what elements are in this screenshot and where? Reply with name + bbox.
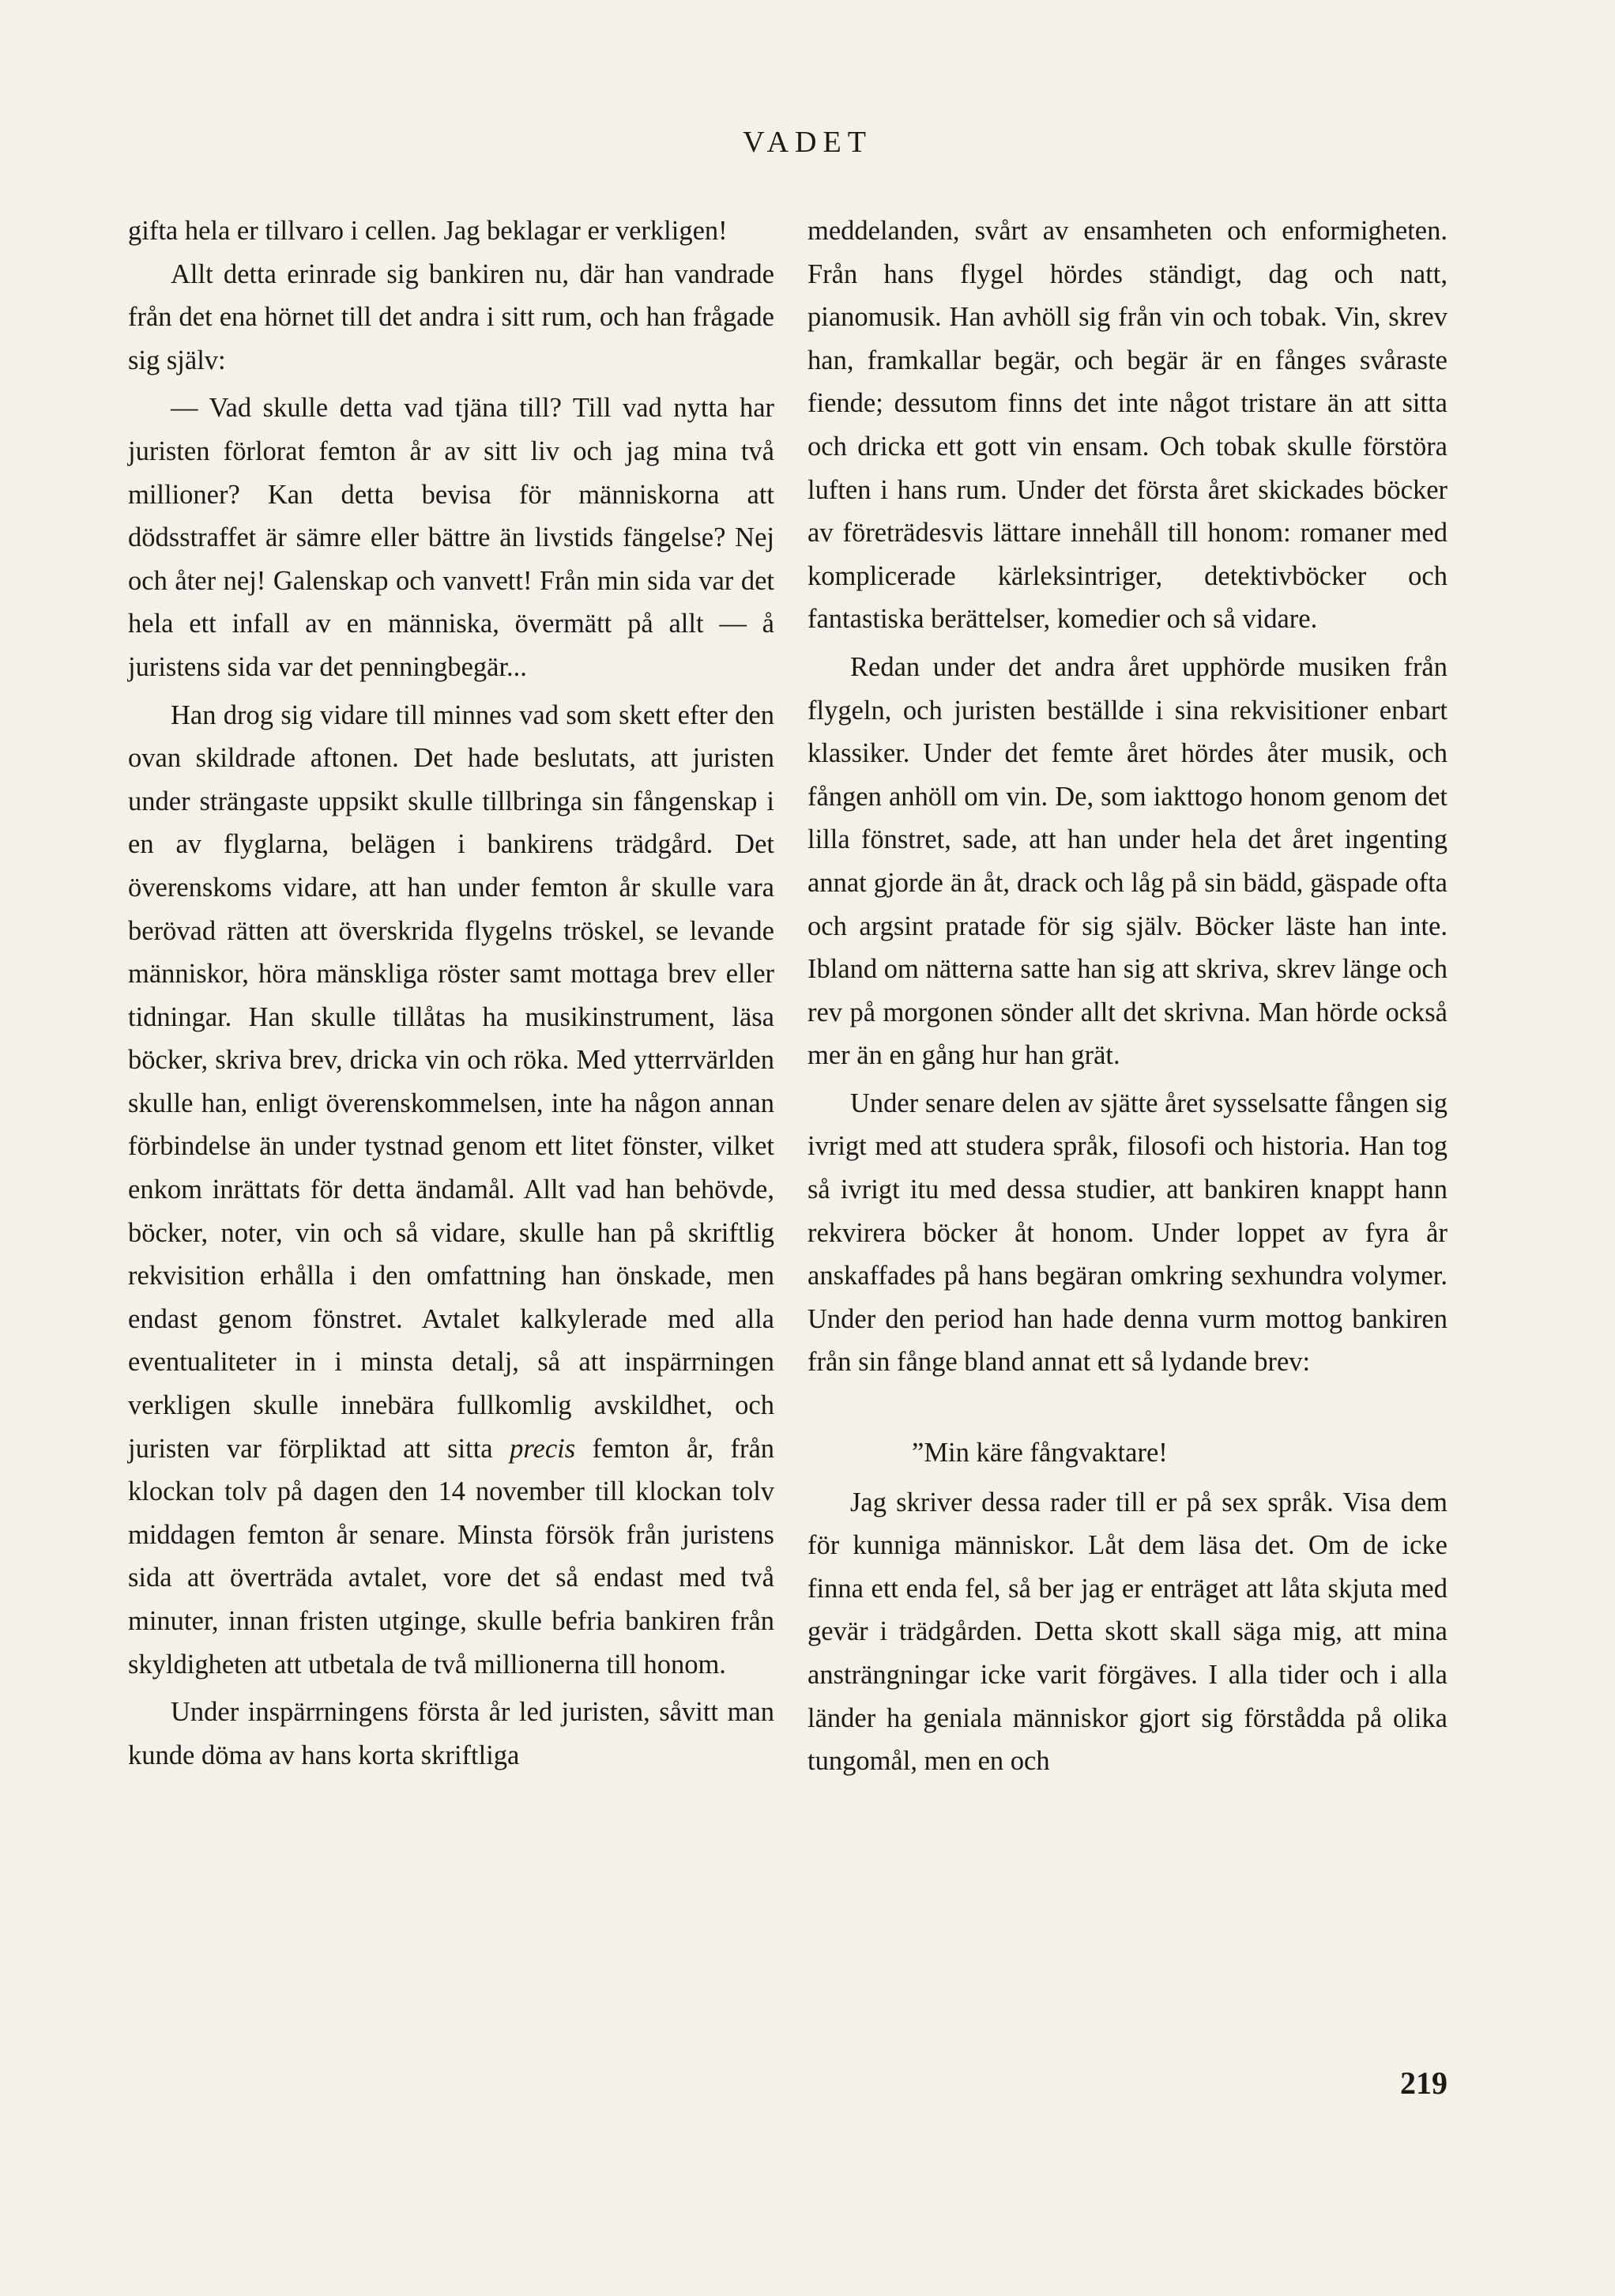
paragraph (128, 694, 774, 1687)
running-head-title: VADET (743, 126, 872, 159)
paragraph-text: femton år, från klockan tolv på dagen den 14 november till klockan tolv middagen femton år senare. Minsta försök från juristens sida att överträda avtalet, vore det så endast med två minuter, innan fristen utginge, skulle befria bankiren från skyldigheten att utbetala de två millionerna till honom. (128, 1433, 775, 1680)
right-text-column (808, 209, 1447, 1783)
paragraph: Under inspärrningens första år led juristen, såvitt man kunde döma av hans korta skriftliga (128, 1697, 774, 1770)
left-text-column (128, 209, 774, 1777)
paragraph-text: Han drog sig vidare till minnes vad som skett efter den ovan skildrade aftonen. Det hade beslutats, att juristen under strängaste uppsikt skulle tillbringa sin fångenskap i en av flyglarna, belägen i bankirens trädgård. Det överenskoms vidare, att han under femton år skulle vara berövad rätten att överskrida flygelns tröskel, se levande människor, höra mänskliga röster samt mottaga brev eller tidningar. Han skulle tillåtas ha musikinstrument, läsa böcker, skriva brev, dricka vin och röka. Med ytterrvärlden skulle han, enligt överenskommelsen, inte ha någon annan förbindelse än under tystnad genom ett litet fönster, vilket enkom inrättats för detta ändamål. Allt vad han behövde, böcker, noter, vin och så vidare, skulle han på skriftlig rekvisition erhålla i den omfattning han önskade, men endast genom fönstret. Avtalet kalkylerade med alla eventualiteter in i minsta detalj, så att inspärrningen verkligen skulle innebära fullkomlig avskildhet, och juristen var förpliktad att sitta (128, 699, 774, 1464)
paragraph: Under senare delen av sjätte året sysselsatte fången sig ivrigt med att studera språk, filosofi och historia. Han tog så ivrigt itu med dessa studier, att bankiren knappt hann rekvirera böcker åt honom. Under loppet av fyra år anskaffades på hans begäran omkring sexhundra volymer. Under den period han hade denna vurm mottog bankiren från sin fånge bland annat ett så lydande brev: (808, 1088, 1447, 1378)
paragraph-dialogue: — Vad skulle detta vad tjäna till? Till vad nytta har juristen förlorat femton år av sitt liv och jag mina två millioner? Kan detta bevisa för människorna att dödsstraffet är sämre eller bättre än livstids fängelse? Nej och åter nej! Galenskap och vanvett! Från min sida var det hela ett infall av en människa, övermätt på allt — å juristens sida var det penningbegär... (128, 393, 774, 682)
paragraph-letter: Jag skriver dessa rader till er på sex språk. Visa dem för kunniga människor. Låt dem läsa det. Om de icke finna ett enda fel, så ber jag er enträget att låta skjuta med gevär i trädgården. Detta skott skall säga mig, att mina ansträngningar icke varit förgäves. I alla tider och i alla länder ha geniala människor gjort sig förstådda på olika tungomål, men en och (808, 1487, 1447, 1777)
paragraph: Redan under det andra året upphörde musiken från flygeln, och juristen beställde i sina rekvisitioner enbart klassiker. Under det femte året hördes åter musik, och fången anhöll om vin. De, som iakttogo honom genom det lilla fönstret, sade, att han under hela det året ingenting annat gjorde än åt, drack och låg på sin bädd, gäspade ofta och argsint pratade för sig själv. Böcker läste han inte. Ibland om nätterna satte han sig att skriva, skrev länge och rev på morgonen sönder allt det skrivna. Man hörde också mer än en gång hur han grät. (808, 651, 1447, 1071)
page-number: 219 (1400, 2065, 1447, 2101)
paragraph: Allt detta erinrade sig bankiren nu, där han vandrade från det ena hörnet till det andra i sitt rum, och han frågade sig själv: (128, 258, 774, 375)
paragraph: gifta hela er tillvaro i cellen. Jag beklagar er verkligen! (128, 216, 728, 246)
emphasized-word: precis (510, 1433, 576, 1464)
paragraph: meddelanden, svårt av ensamheten och enformigheten. Från hans flygel hördes ständigt, dag och natt, pianomusik. Han avhöll sig från vin och tobak. Vin, skrev han, framkallar begär, och begär är en fånges svåraste fiende; dessutom finns det inte något tristare än att sitta och dricka ett gott vin ensam. Och tobak skulle förstöra luften i hans rum. Under det första året skickades böcker av företrädesvis lättare innehåll till honom: romaner med komplicerade kärleksintriger, detektivböcker och fantastiska berättelser, komedier och så vidare. (808, 216, 1447, 635)
letter-salutation: ”Min käre fångvaktare! (912, 1438, 1168, 1468)
